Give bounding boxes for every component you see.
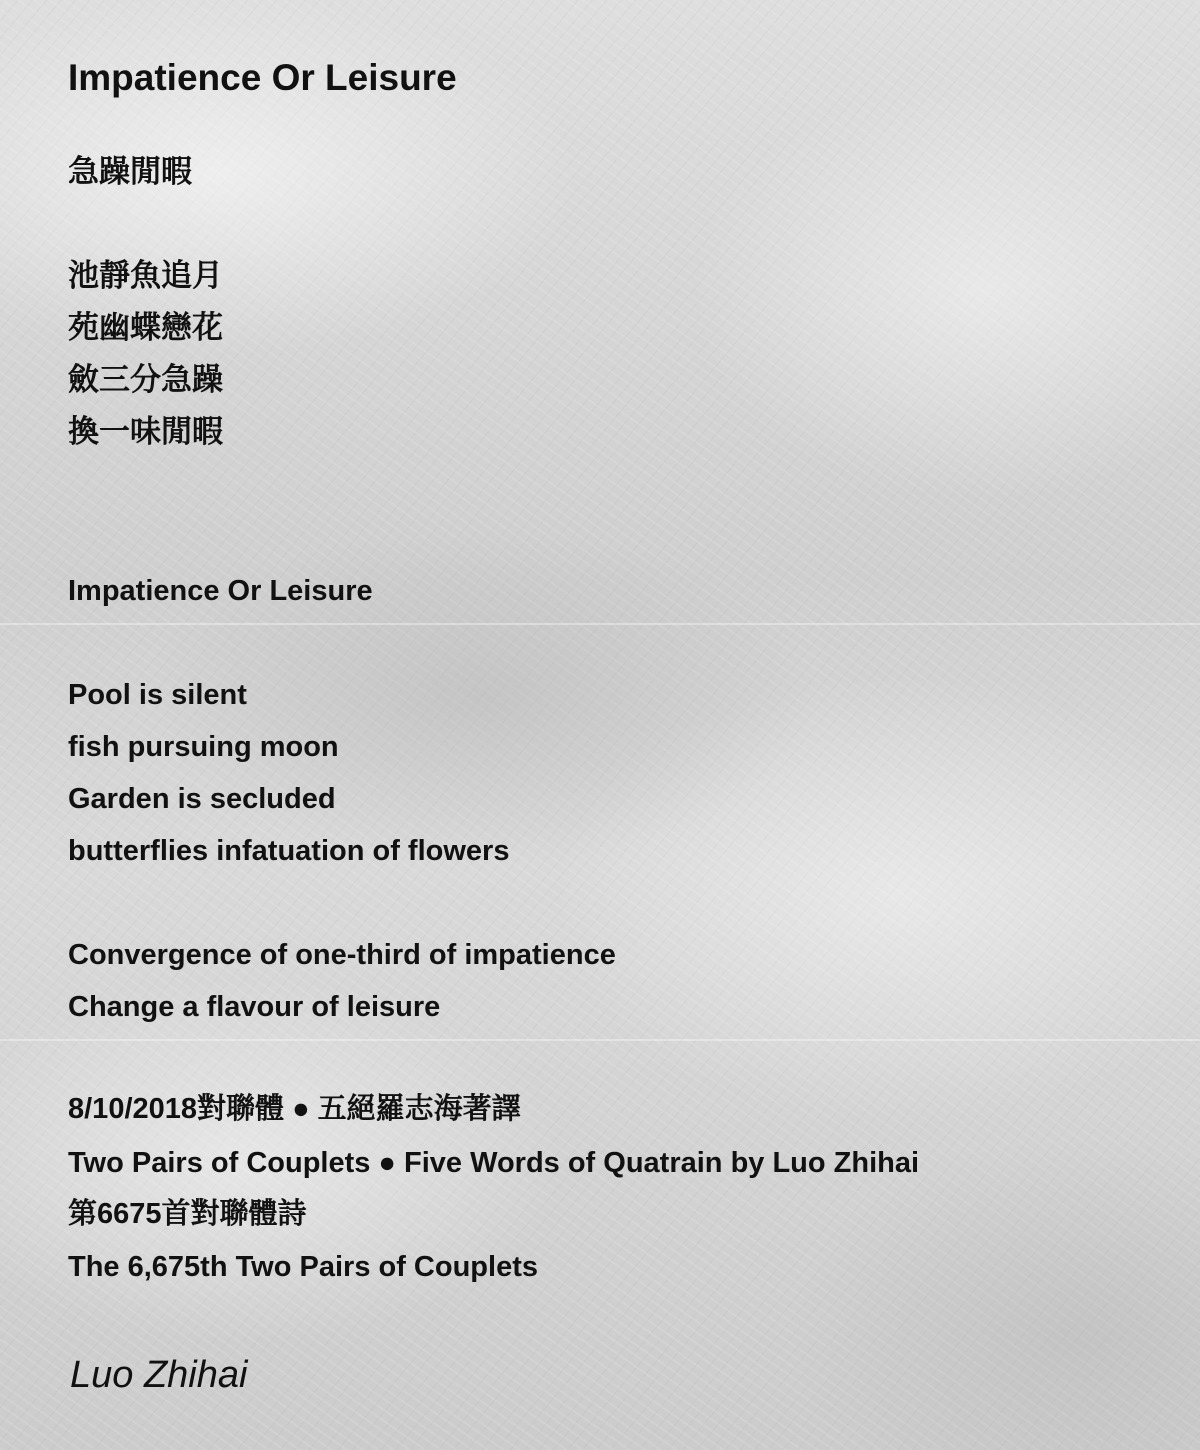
english-line: Garden is secluded — [68, 783, 336, 815]
note-line: The 6,675th Two Pairs of Couplets — [68, 1251, 538, 1283]
english-line: Convergence of one-third of impatience — [68, 939, 616, 971]
poem-title: Impatience Or Leisure — [68, 57, 457, 98]
chinese-line: 斂三分急躁 — [68, 362, 223, 398]
english-line: Pool is silent — [68, 679, 247, 711]
chinese-line: 換一味閒暇 — [68, 414, 223, 450]
note-line: Two Pairs of Couplets ● Five Words of Quatrain by Luo Zhihai — [68, 1147, 920, 1179]
english-line: Change a flavour of leisure — [68, 991, 441, 1023]
chinese-line: 池靜魚追月 — [68, 258, 223, 294]
note-line: 第6675首對聯體詩 — [68, 1198, 307, 1230]
chinese-line: 苑幽蝶戀花 — [68, 310, 223, 346]
english-line: fish pursuing moon — [68, 731, 339, 763]
english-title: Impatience Or Leisure — [68, 575, 373, 607]
background-band-divider — [0, 1039, 1200, 1041]
english-line: butterflies infatuation of flowers — [68, 835, 510, 867]
author-name: Luo Zhihai — [70, 1354, 248, 1396]
note-line: 8/10/2018對聯體 ● 五絕羅志海著譯 — [68, 1093, 521, 1125]
background-band-divider — [0, 623, 1200, 625]
chinese-title: 急躁閒暇 — [68, 154, 192, 190]
